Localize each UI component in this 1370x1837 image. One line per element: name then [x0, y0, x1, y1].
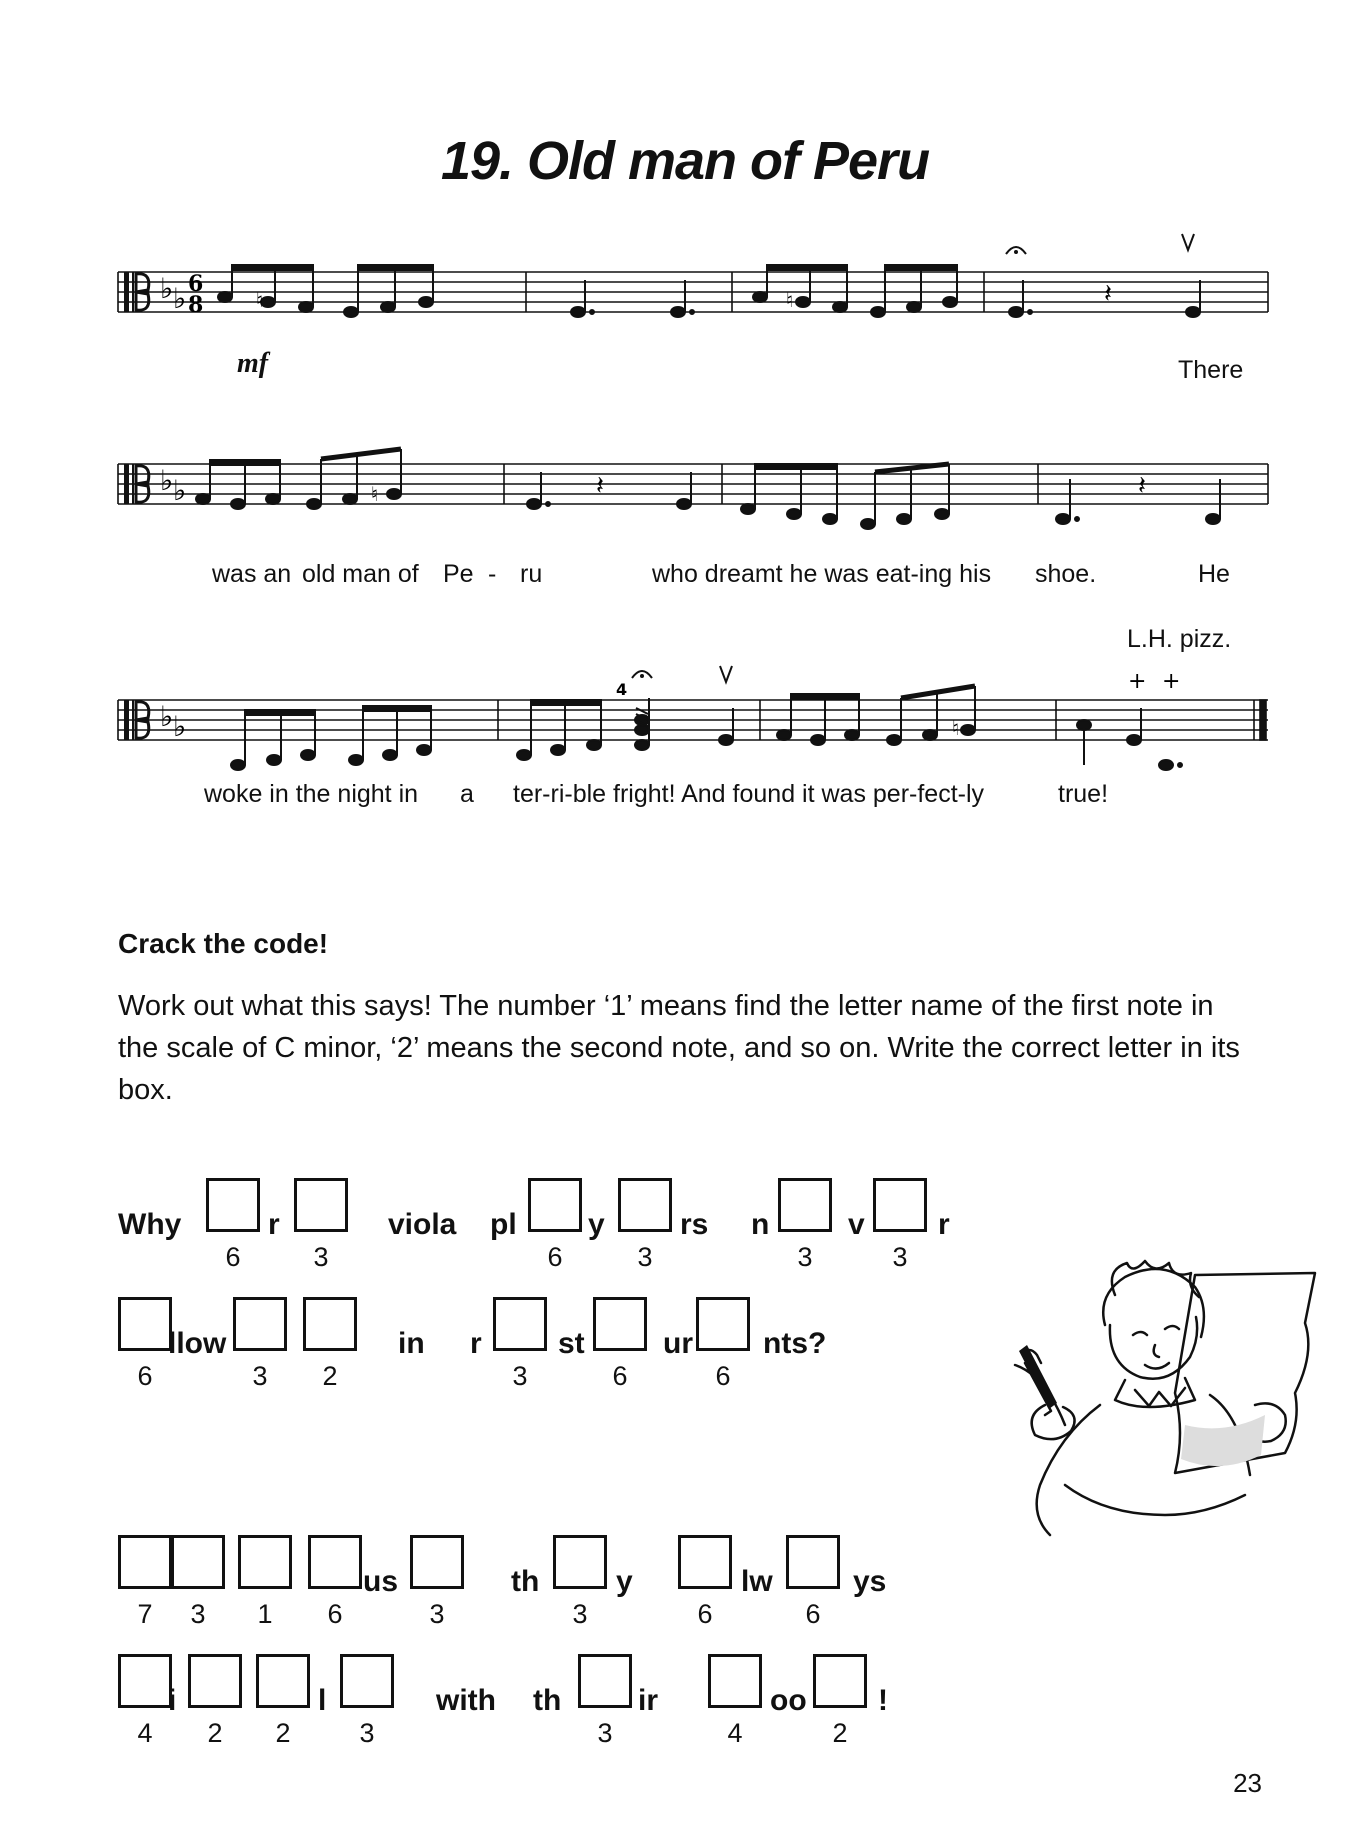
svg-text:+: +	[1128, 669, 1147, 694]
svg-text:𝄽: 𝄽	[596, 471, 604, 501]
answer-box[interactable]	[493, 1297, 547, 1351]
code-number: 2	[207, 1718, 223, 1748]
code-number: 6	[225, 1242, 241, 1272]
svg-text:𝄽: 𝄽	[1104, 279, 1112, 309]
child-with-paper-illustration	[1005, 1255, 1325, 1555]
alto-clef-icon	[124, 700, 149, 740]
code-word: with	[436, 1684, 496, 1717]
code-number: 2	[275, 1718, 291, 1748]
svg-text:♮: ♮	[952, 716, 960, 740]
code-word: ys	[853, 1565, 887, 1598]
answer-box[interactable]	[578, 1654, 632, 1708]
svg-text:♭: ♭	[160, 464, 174, 497]
answer-box[interactable]	[528, 1178, 582, 1232]
code-word: y	[616, 1565, 633, 1598]
alto-clef-icon	[124, 464, 149, 504]
answer-box[interactable]	[593, 1297, 647, 1351]
answer-box[interactable]	[294, 1178, 348, 1232]
code-number: 3	[597, 1718, 613, 1748]
page-number: 23	[1233, 1768, 1262, 1798]
svg-text:𝄽: 𝄽	[1138, 471, 1146, 501]
answer-box[interactable]	[188, 1654, 242, 1708]
code-word: y	[588, 1208, 605, 1241]
music-staff-1	[118, 262, 1268, 352]
staff-3-notation	[118, 669, 1268, 780]
answer-box[interactable]	[118, 1535, 172, 1589]
svg-text:♭: ♭	[173, 282, 187, 315]
svg-text:♭: ♭	[160, 700, 174, 733]
code-word: Why	[118, 1208, 182, 1241]
lyric: He	[1198, 560, 1230, 588]
lyric: Pe	[443, 560, 474, 588]
answer-box[interactable]	[786, 1535, 840, 1589]
answer-box[interactable]	[678, 1535, 732, 1589]
code-word: !	[878, 1684, 888, 1717]
code-number: 6	[327, 1599, 343, 1629]
code-word: rs	[680, 1208, 709, 1241]
code-number: 6	[697, 1599, 713, 1629]
svg-text:6: 6	[188, 271, 204, 297]
lyric: true!	[1058, 780, 1109, 808]
code-word: i	[168, 1684, 177, 1717]
code-number: 4	[137, 1718, 153, 1748]
code-word: viola	[388, 1208, 457, 1241]
svg-text:♭: ♭	[173, 710, 187, 743]
lyric: who dreamt he was eat-ing his	[652, 560, 992, 588]
answer-box[interactable]	[873, 1178, 927, 1232]
code-number: 1	[257, 1599, 273, 1629]
code-number: 3	[637, 1242, 653, 1272]
svg-text:8: 8	[188, 292, 204, 318]
code-number: 6	[715, 1361, 731, 1391]
lyric: old man of	[302, 560, 419, 588]
answer-box[interactable]	[553, 1535, 607, 1589]
music-staff-2	[118, 454, 1268, 544]
code-number: 3	[190, 1599, 206, 1629]
page-title: 19. Old man of Peru	[440, 131, 930, 191]
answer-box[interactable]	[778, 1178, 832, 1232]
answer-box[interactable]	[618, 1178, 672, 1232]
alto-clef-icon	[124, 272, 149, 312]
svg-text:♮: ♮	[371, 482, 379, 506]
code-number: 3	[359, 1718, 375, 1748]
answer-box[interactable]	[340, 1654, 394, 1708]
answer-box[interactable]	[708, 1654, 762, 1708]
lyric: ru	[520, 560, 543, 588]
code-word: nts?	[763, 1327, 827, 1360]
svg-text:♮: ♮	[256, 288, 264, 312]
svg-text:♮: ♮	[786, 288, 794, 312]
code-word: st	[558, 1327, 585, 1360]
code-word: r	[268, 1208, 280, 1241]
lyric: shoe.	[1035, 560, 1097, 588]
code-word: n	[751, 1208, 770, 1241]
svg-text:4: 4	[616, 680, 628, 699]
puzzle-heading: Crack the code!	[118, 928, 329, 959]
code-number: 7	[137, 1599, 153, 1629]
code-word: us	[363, 1565, 399, 1598]
code-word: lw	[741, 1565, 773, 1598]
answer-box[interactable]	[171, 1535, 225, 1589]
answer-box[interactable]	[256, 1654, 310, 1708]
code-word: oo	[770, 1684, 807, 1717]
answer-box[interactable]	[308, 1535, 362, 1589]
code-word: in	[398, 1327, 425, 1360]
code-word: r	[938, 1208, 950, 1241]
code-number: 6	[547, 1242, 563, 1272]
code-word: llow	[168, 1327, 227, 1360]
answer-box[interactable]	[410, 1535, 464, 1589]
answer-box[interactable]	[118, 1654, 172, 1708]
answer-box[interactable]	[813, 1654, 867, 1708]
performance-note: L.H. pizz.	[1127, 625, 1232, 653]
code-number: 3	[797, 1242, 813, 1272]
code-word: ir	[638, 1684, 659, 1717]
code-number: 6	[612, 1361, 628, 1391]
answer-box[interactable]	[233, 1297, 287, 1351]
code-number: 3	[572, 1599, 588, 1629]
child-illustration-icon	[1005, 1255, 1325, 1555]
code-number: 6	[805, 1599, 821, 1629]
code-word: l	[318, 1684, 327, 1717]
staff-1-notation	[118, 262, 1268, 352]
code-word: ur	[663, 1327, 693, 1360]
code-word: v	[848, 1208, 865, 1241]
lyric: ter-ri-ble fright! And found it was per-fect-ly	[513, 780, 985, 808]
code-word: th	[533, 1684, 562, 1717]
answer-box[interactable]	[303, 1297, 357, 1351]
dynamic-marking: mf	[237, 348, 269, 379]
code-number: 2	[322, 1361, 338, 1391]
lyric: woke in the night in	[204, 780, 419, 808]
code-number: 3	[313, 1242, 329, 1272]
answer-box[interactable]	[118, 1297, 172, 1351]
svg-text:♭: ♭	[160, 272, 174, 305]
code-word: pl	[490, 1208, 517, 1241]
code-number: 6	[137, 1361, 153, 1391]
lyric: was an	[212, 560, 292, 588]
code-number: 3	[892, 1242, 908, 1272]
code-number: 2	[832, 1718, 848, 1748]
code-number: 3	[512, 1361, 528, 1391]
code-number: 3	[429, 1599, 445, 1629]
lyric-there: There	[1178, 356, 1244, 384]
lyric: -	[488, 560, 497, 588]
answer-box[interactable]	[696, 1297, 750, 1351]
puzzle-instructions: Work out what this says! The number ‘1’ means find the letter name of the first note in the scale of C minor, ‘2’ means the second note, and so on. Write the correct letter in its box.	[118, 990, 1240, 1106]
music-staff-3	[118, 669, 1268, 780]
svg-text:♭: ♭	[173, 474, 187, 507]
staff-2-notation	[118, 454, 1268, 544]
answer-box[interactable]	[206, 1178, 260, 1232]
code-number: 4	[727, 1718, 743, 1748]
code-word: th	[511, 1565, 540, 1598]
lyric: a	[460, 780, 474, 808]
code-word: r	[470, 1327, 482, 1360]
code-number: 3	[252, 1361, 268, 1391]
svg-text:+: +	[1162, 669, 1181, 694]
answer-box[interactable]	[238, 1535, 292, 1589]
